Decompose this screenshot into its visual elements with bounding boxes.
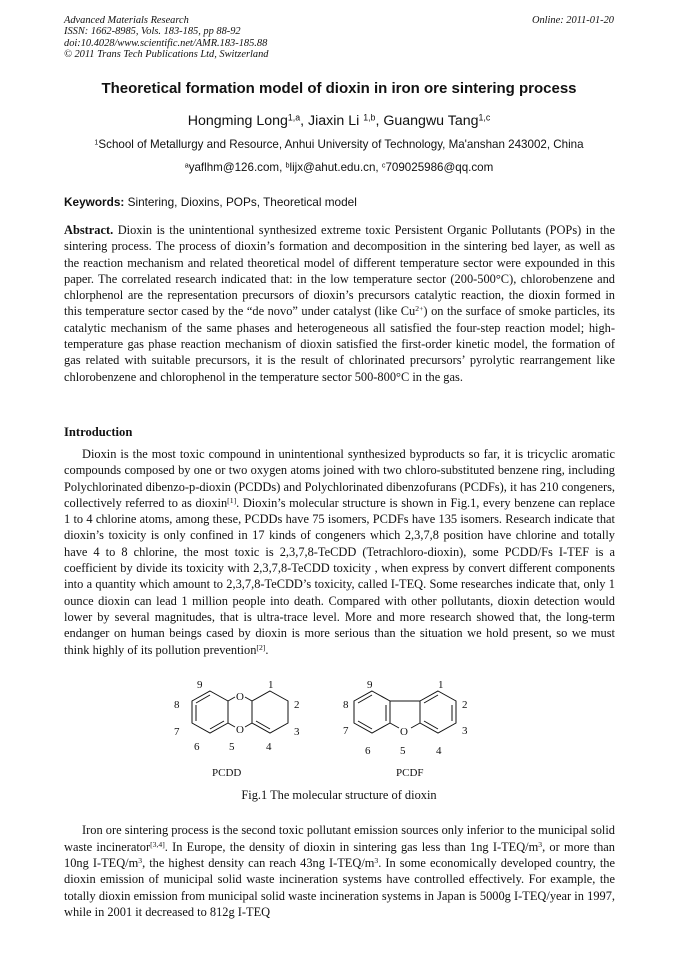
email-link[interactable]: 709025986@qq.com — [385, 161, 494, 174]
pcdd-position-label: 3 — [294, 726, 300, 738]
pcdf-label: PCDF — [396, 767, 424, 779]
pcdf-position-label: 5 — [400, 745, 406, 757]
abstract-text-cont: ) on the surface of smoke particles, its catalytic mechanism of the same phases and heterogeneous all satisfied the four-step reaction model; high-temperature gas phase reaction mechanism of dioxin satisfied the first-order kinetic model, the formation of gas related with suitable precursors, it is the result of chlorinated precursors’ pyrolytic rearrangement like chlorobenzene and chlorophenol in the temperature sector 500-800°C in the gas. — [64, 304, 615, 384]
email-sup: b — [285, 160, 290, 170]
keywords — [64, 195, 624, 209]
pcdd-position-label: 2 — [294, 699, 300, 711]
copyright-line: © 2011 Trans Tech Publications Ltd, Switzerland — [64, 48, 269, 60]
pcdd-position-label: 7 — [174, 726, 180, 738]
journal-name: Advanced Materials Research — [64, 15, 189, 26]
citation-ref[interactable]: [3,4] — [150, 839, 165, 849]
pcdf-position-label: 9 — [367, 679, 373, 691]
abstract — [64, 222, 615, 385]
email-sup: c — [381, 160, 386, 170]
intro-p2-text: . In some economically developed country, the dioxin emission of municipal solid waste incineration systems have controlled effectively. For example, the totally dioxin emission from municipal solid waste incineration systems in Japan is 5000g I-TEQ/year in 1997, while in 2001 it decreased to 812g I-TEQ — [64, 855, 615, 919]
unit-sup: 3 — [538, 839, 543, 849]
pcdd-position-label: 6 — [194, 741, 200, 753]
section-heading-introduction: Introduction — [64, 425, 133, 439]
issn-line: ISSN: 1662-8985, Vols. 183-185, pp 88-92 — [64, 26, 241, 38]
intro-text-end: . — [265, 642, 269, 657]
email-list: $^a$yaflhm@126.com, $^b$lijx@ahut.edu.cn, $^c$709025986@qq.com — [184, 160, 494, 174]
pcdf-position-label: 3 — [462, 725, 468, 737]
author-sup: 1,b — [363, 112, 376, 123]
abstract-text: Dioxin is the unintentional synthesized extreme toxic Persistent Organic Pollutants (POPs) in the sintering process. The process of dioxin’s formation and decomposition in the sintering bed layer, as well as the reaction mechanism and related theoretical model of different temperature sector were expounded in this paper. The correlated research indicated that: in the low temperature sector (200-500°C), chlorobenzene and chlorphenol are the representation precursors of dioxin’s precursors catalytic reaction, the dioxin formed in this temperature sector cased by the “de novo” under catalyst (like Cu — [64, 223, 615, 319]
intro-p2-text: . In Europe, the density of dioxin in sintering gas less than 1ng I-TEQ/m — [164, 839, 539, 854]
pcdf-position-label: 6 — [365, 745, 371, 757]
email-link[interactable]: lijx@ahut.edu.cn — [289, 161, 376, 174]
paper-title: Theoretical formation model of dioxin in iron ore sintering process — [101, 80, 577, 97]
author-sup: 1,c — [478, 112, 491, 123]
abstract-label: Abstract. — [64, 223, 114, 237]
author-name: Guangwu Tang — [383, 113, 479, 129]
pcdf-position-label: 7 — [343, 725, 349, 737]
intro-p2-text: , the highest density can reach 43ng I-TEQ/m — [142, 855, 375, 870]
affiliation — [0, 138, 678, 151]
pcdd-label: PCDD — [212, 767, 242, 779]
pcdd-position-label: 8 — [174, 699, 180, 711]
pcdd-position-label: 1 — [268, 679, 274, 691]
affiliation-text: School of Metallurgy and Resource, Anhui University of Technology, Ma'anshan 243002, China — [98, 138, 584, 151]
pcdf-position-label: 4 — [436, 745, 442, 757]
author-sup: 1,a — [287, 112, 301, 123]
author-name: Hongming Long — [187, 113, 288, 129]
pcdd-position-label: 4 — [266, 741, 272, 753]
pcdd-oxygen-top: O — [236, 691, 244, 703]
pcdf-position-label: 2 — [462, 699, 468, 711]
intro-text: Dioxin is the most toxic compound in unintentional synthesized byproducts so far, it is tricyclic aromatic compounds composed by one or two oxygen atoms joined with two chloro-substituted benzene ring, including Polychlorinated dibenzo-p-dioxin (PCDDs) and Polychlorinated dibenzofurans (PCDFs), it has 210 congeners, collectively referred to as dioxin — [64, 447, 615, 510]
unit-sup: 3 — [374, 856, 379, 866]
figure-caption: Fig.1 The molecular structure of dioxin — [241, 788, 437, 802]
dioxin-structure-figure — [160, 678, 490, 788]
keywords-label: Keywords: — [64, 195, 125, 209]
pcdd-position-label: 9 — [197, 679, 203, 691]
pcdf-position-label: 8 — [343, 699, 349, 711]
cu-sup: 2+ — [415, 304, 424, 314]
email-link[interactable]: yaflhm@126.com — [188, 161, 280, 174]
introduction-paragraph — [64, 446, 615, 658]
pcdd-oxygen-bottom: O — [236, 724, 244, 736]
pcdd-position-label: 5 — [229, 741, 235, 753]
intro-p2-text: Iron ore sintering process is the second toxic pollutant emission sources only inferior to the municipal solid waste incinerator — [64, 823, 615, 854]
affiliation-sup: 1 — [94, 137, 99, 147]
doi-line: doi:10.4028/www.scientific.net/AMR.183-185.88 — [64, 37, 268, 49]
keywords-text: Sintering, Dioxins, POPs, Theoretical model — [127, 195, 357, 209]
author-list: Hongming Long$^{1,a}$, Jiaxin Li $^{1,b}$, Guangwu Tang$^{1,c}$ — [187, 112, 491, 129]
email-sup: a — [184, 160, 189, 170]
author-name: Jiaxin Li — [308, 113, 360, 129]
unit-sup: 3 — [138, 856, 143, 866]
intro-p2-text: , or more than 10ng I-TEQ/m — [64, 839, 615, 870]
citation-ref[interactable]: [1] — [227, 496, 237, 506]
pcdf-position-label: 1 — [438, 679, 444, 691]
intro-text-cont: . Dioxin’s molecular structure is shown in Fig.1, every benzene can replace 1 to 4 chlorine atoms, among these, PCDDs have 75 isomers, PCDFs have 135 isomers. Research indicate that dioxin’s toxicity is only confined in 17 kinds of congeners which 2,3,7,8 position have chlorine and totally have 4 to 8 chlorine, the most toxic is 2,3,7,8-TeCDD (Tetrachloro-dioxin), some PCDD/Fs I-TEF is a coefficient by divide its toxicity with 2,3,7,8-TeCDD toxicity , when express by convert different components into a quantity which amount to 2,3,7,8-TeCDD’s toxicity, called I-TEQ. Some researches indicate that, only 1 ounce dioxin can lead 1 million people into death. Compared with other pollutants, dioxin detection would lower by several magnitudes, that is ultra-trace level. More and more research showed that, the long-term endanger on human beings cased by dioxin is more serious than the situation we hold present, so we must think highly of its pollution prevention — [64, 495, 616, 657]
introduction-paragraph-2 — [64, 810, 615, 933]
online-date: Online: 2011-01-20 — [531, 15, 614, 26]
citation-ref[interactable]: [2] — [256, 642, 266, 652]
journal-header — [64, 15, 614, 60]
pcdf-oxygen: O — [400, 726, 408, 738]
